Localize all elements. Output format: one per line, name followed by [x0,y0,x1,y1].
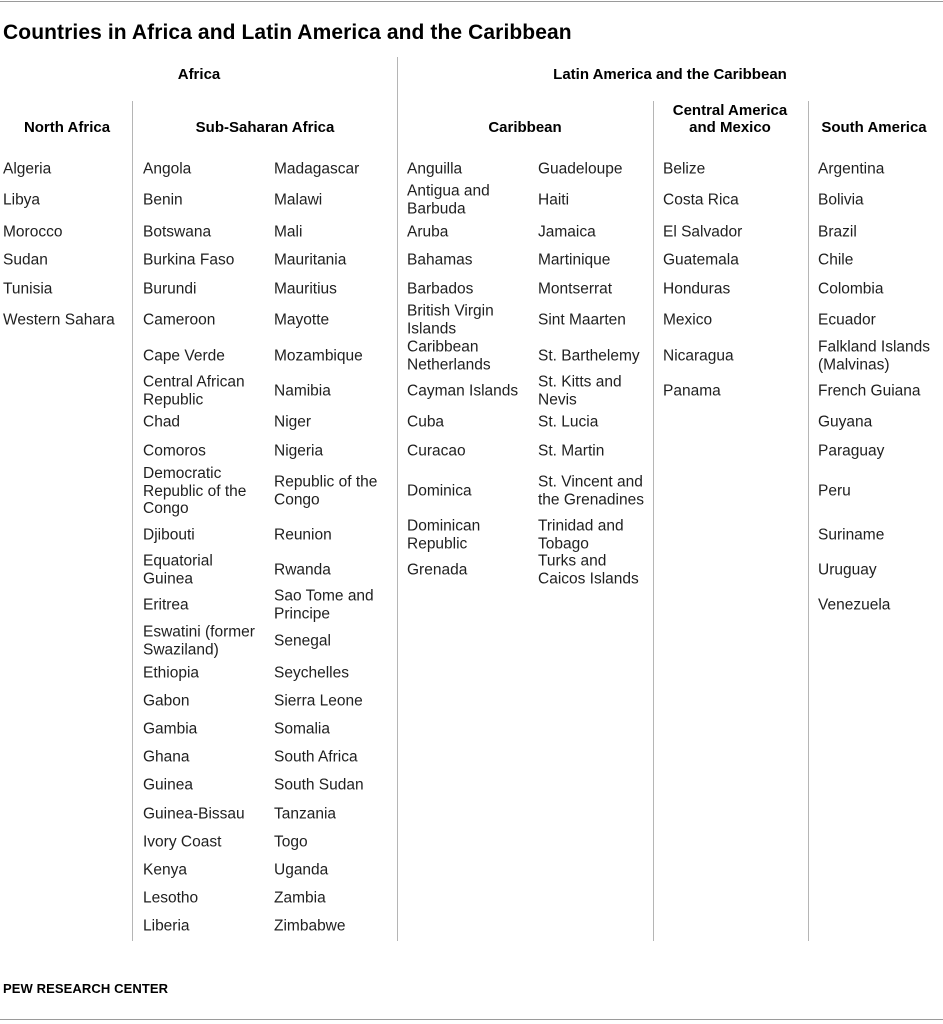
country-name: Guatemala [663,251,739,269]
bottom-rule [0,1019,943,1020]
country-name: Somalia [274,720,330,738]
country-name: El Salvador [663,223,743,241]
country-name: Sint Maarten [538,311,626,329]
country-name: Caribbean Netherlands [407,338,491,373]
country-name: Anguilla [407,160,463,178]
country-name: Western Sahara [3,311,115,329]
country-name: Nicaragua [663,347,734,365]
country-name: Ivory Coast [143,833,222,851]
country-name: Chile [818,251,854,269]
country-name: Jamaica [538,223,596,241]
country-name: Panama [663,382,721,400]
country-name: Algeria [3,160,52,178]
country-name: Grenada [407,561,468,579]
country-name: Sudan [3,251,48,269]
country-name: Guinea-Bissau [143,805,245,823]
country-name: Costa Rica [663,191,739,209]
group-header-latin-america: Latin America and the Caribbean [553,66,787,83]
country-name: Honduras [663,280,731,298]
country-name: Mali [274,223,303,241]
country-name: Comoros [143,442,206,460]
country-name: Morocco [3,223,63,241]
country-name: Eswatini (former Swaziland) [143,623,255,658]
country-name: Eritrea [143,596,189,614]
country-name: Namibia [274,382,331,400]
country-name: Seychelles [274,664,349,682]
country-name: Zambia [274,889,326,907]
country-name: Republic of the Congo [274,473,378,508]
country-name: Mozambique [274,347,363,365]
country-name: Bolivia [818,191,864,209]
country-name: Equatorial Guinea [143,552,213,587]
country-name: Montserrat [538,280,613,298]
country-name: Chad [143,413,181,431]
country-name: Peru [818,482,851,500]
country-name: Central African Republic [143,373,245,408]
country-name: Mauritania [274,251,347,269]
country-name: Burundi [143,280,197,298]
country-name: Tunisia [3,280,53,298]
country-name: Belize [663,160,706,178]
country-name: Guinea [143,776,193,794]
country-name: French Guiana [818,382,921,400]
country-name: Nigeria [274,442,324,460]
country-name: Rwanda [274,561,331,579]
top-rule [0,1,943,2]
country-name: Malawi [274,191,323,209]
country-name: South Sudan [274,776,364,794]
country-name: Bahamas [407,251,473,269]
country-name: Gambia [143,720,198,738]
country-name: Brazil [818,223,857,241]
country-name: Cameroon [143,311,216,329]
country-name: Venezuela [818,596,891,614]
country-name: Democratic Republic of the Congo [143,464,247,517]
country-name: Liberia [143,917,190,935]
country-name: Haiti [538,191,570,209]
country-name: Niger [274,413,312,431]
group-header-africa: Africa [177,66,221,83]
country-name: Uganda [274,861,329,879]
subheader-south-america: South America [821,119,927,136]
country-name: Togo [274,833,308,851]
country-name: Mauritius [274,280,337,298]
subheader-central-america-mexico: Central America and Mexico [672,102,788,136]
country-name: Zimbabwe [274,917,346,935]
country-name: St. Lucia [538,413,599,431]
country-name: Djibouti [143,526,195,544]
country-name: Burkina Faso [143,251,235,269]
country-name: Angola [143,160,192,178]
country-name: Tanzania [274,805,337,823]
subheader-north-africa: North Africa [23,119,111,136]
country-name: St. Kitts and Nevis [538,373,622,408]
subheader-caribbean: Caribbean [488,119,562,136]
divider-africa-subsaharan [132,101,133,941]
country-name: Curacao [407,442,466,460]
subheader-sub-saharan-africa: Sub-Saharan Africa [195,119,335,136]
country-name: Antigua and Barbuda [407,182,490,217]
country-name: St. Vincent and the Grenadines [538,473,644,508]
country-name: Paraguay [818,442,885,460]
divider-central-south [808,101,809,941]
country-name: Uruguay [818,561,877,579]
country-name: Falkland Islands (Malvinas) [818,338,931,373]
country-name: Benin [143,191,183,209]
country-name: Sierra Leone [274,692,363,710]
country-name: Kenya [143,861,187,879]
country-name: Trinidad and Tobago [538,517,624,552]
page-title: Countries in Africa and Latin America and the Caribbean [3,21,572,44]
country-name: Turks and Caicos Islands [538,552,639,587]
country-name: Gabon [143,692,190,710]
country-name: Cape Verde [143,347,225,365]
country-name: Mayotte [274,311,330,329]
country-name: Ghana [143,748,190,766]
country-name: Aruba [407,223,449,241]
country-name: Cayman Islands [407,382,519,400]
country-name: Ecuador [818,311,876,329]
country-name: Libya [3,191,41,209]
country-name: Guyana [818,413,873,431]
country-name: Madagascar [274,160,360,178]
country-name: Martinique [538,251,611,269]
country-name: Sao Tome and Principe [274,587,374,622]
country-name: Dominican Republic [407,517,481,552]
country-name: Reunion [274,526,332,544]
country-name: Dominica [407,482,472,500]
country-name: Guadeloupe [538,160,623,178]
country-name: Argentina [818,160,885,178]
country-name: Ethiopia [143,664,200,682]
country-name: British Virgin Islands [407,302,494,337]
country-name: Colombia [818,280,884,298]
country-name: Lesotho [143,889,199,907]
country-name: South Africa [274,748,358,766]
country-name: Botswana [143,223,212,241]
country-name: Suriname [818,526,885,544]
country-name: St. Martin [538,442,605,460]
country-name: St. Barthelemy [538,347,640,365]
country-name: Senegal [274,632,331,650]
country-name: Cuba [407,413,445,431]
source-footer: PEW RESEARCH CENTER [3,981,169,996]
country-name: Mexico [663,311,713,329]
country-name: Barbados [407,280,474,298]
